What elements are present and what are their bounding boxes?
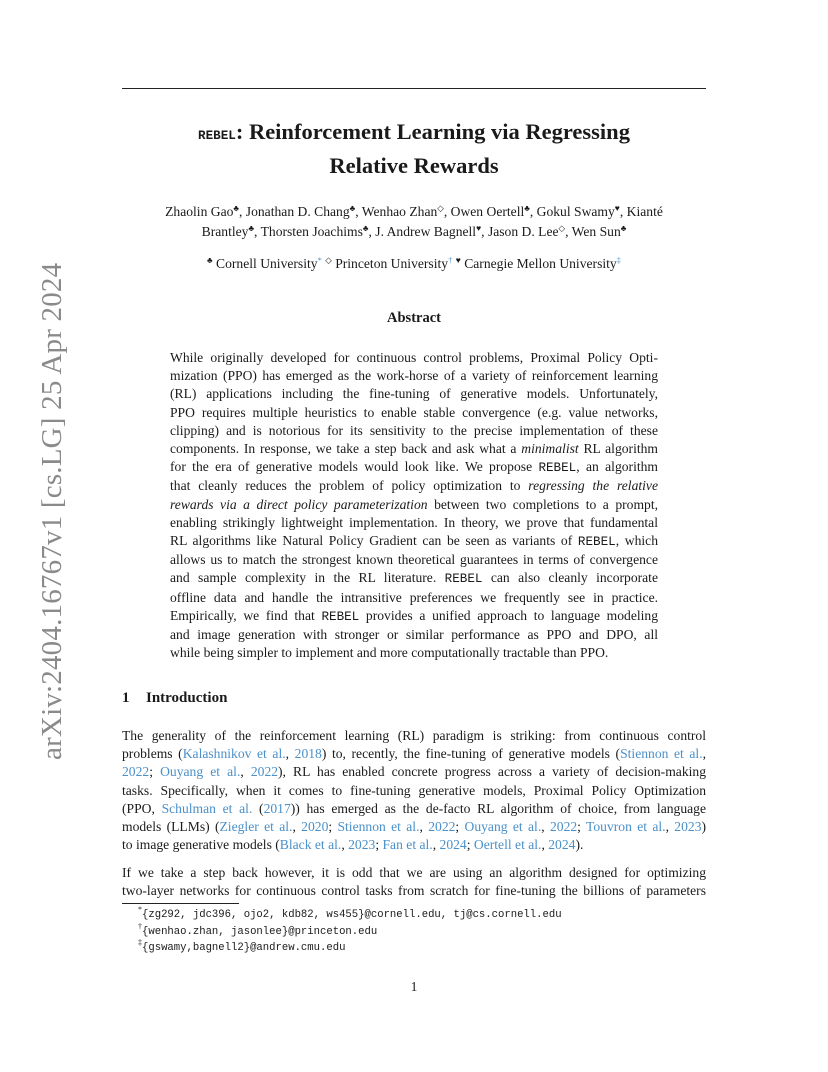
emphasis-text: rewards via a direct policy parameterization	[170, 496, 428, 512]
author-name: Owen Oertell	[450, 204, 525, 219]
author-name: Gokul Swamy	[536, 204, 615, 219]
emphasis-text: minimalist	[521, 441, 579, 457]
title-method-name: REBEL	[198, 129, 236, 143]
abstract-heading: Abstract	[387, 310, 441, 326]
footnote-mark: †	[138, 921, 142, 931]
text-line: 2022; Ouyang et al., 2022), RL has enabled concrete progress across a variety of decision-making	[122, 764, 706, 780]
author-name: Jason D. Lee	[487, 224, 559, 239]
citation-link[interactable]: Ouyang et al.	[464, 819, 542, 835]
citation-link[interactable]: 2018	[294, 746, 322, 762]
footnote-text: {wenhao.zhan, jasonlee}@princeton.edu	[142, 925, 378, 938]
text-line: (PPO, Schulman et al. (2017)) has emerged as the de-facto RL algorithm of choice, from language	[122, 800, 706, 816]
footnote-mark: ‡	[138, 938, 142, 947]
citation-link[interactable]: 2022	[549, 819, 578, 835]
intro-paragraph-1	[122, 727, 706, 854]
text-line: (RL) applications including the fine-tuning of generative models. Unfortunately,	[170, 386, 658, 402]
text-line: Empirically, we find that REBEL provides a unified approach to language modeling	[170, 607, 658, 624]
author-name: Kianté	[626, 204, 663, 219]
text-line: for the era of generative models would look like. We propose REBEL, an algorithm	[170, 459, 658, 476]
header-rule	[122, 88, 706, 89]
citation-link[interactable]: 2022	[122, 764, 150, 780]
affiliation-name: Carnegie Mellon University	[464, 256, 617, 271]
text-line: to image generative models (Black et al., 2023; Fan et al., 2024; Oertell et al., 2024).	[122, 837, 584, 853]
citation-link[interactable]: Stiennon et al.	[337, 819, 420, 835]
affiliation-mark: ◇	[325, 255, 332, 265]
footnote-ref[interactable]: ‡	[616, 255, 621, 265]
abstract-text	[170, 349, 658, 662]
section-number: 1	[122, 690, 130, 706]
footnote	[138, 940, 562, 957]
author-name: Brantley	[201, 224, 249, 239]
footnotes	[138, 907, 562, 957]
citation-link[interactable]: 2024	[439, 837, 467, 853]
author-affiliation-mark: ♣	[349, 203, 356, 213]
citation-link[interactable]: Stiennon et al.	[620, 746, 703, 762]
title-line2-text: Relative Rewards	[329, 153, 499, 178]
intro-paragraph-2	[122, 864, 706, 900]
author-list	[122, 202, 706, 242]
text-line: tasks. Specifically, when it comes to fine-tuning generative models, Proximal Policy Optimization	[122, 782, 706, 798]
text-line: mization (PPO) has emerged as the work-horse of a variety of reinforcement learning	[170, 368, 658, 384]
author-affiliation-mark: ♣	[233, 203, 239, 213]
text-line: models (LLMs) (Ziegler et al., 2020; Stiennon et al., 2022; Ouyang et al., 2022; Touvron et al., 2023)	[122, 819, 707, 835]
arxiv-identifier-stamp: arXiv:2404.16767v1 [cs.LG] 25 Apr 2024	[36, 262, 68, 760]
author-affiliation-mark: ♥	[476, 223, 482, 233]
author-affiliation-mark: ♥	[614, 203, 620, 213]
citation-link[interactable]: Ziegler et al.	[219, 819, 293, 835]
citation-link[interactable]: Kalashnikov et al.	[182, 746, 286, 762]
text-line: If we take a step back however, it is odd that we are using an algorithm designed for optimizing	[122, 865, 706, 880]
text-line: allows us to match the strongest known theoretical guarantees in terms of convergence	[170, 552, 658, 568]
author-name: Zhaolin Gao	[165, 204, 234, 219]
author-affiliation-mark: ◇	[558, 223, 566, 233]
affiliation-mark: ♥	[455, 255, 461, 265]
text-line: and image generation with stronger or similar performance as PPO and DPO, all	[170, 627, 658, 643]
author-name: Jonathan D. Chang	[245, 204, 350, 219]
text-line: offline data and handle the intransitive preferences we frequently see in practice.	[170, 589, 658, 605]
text-line: two-layer networks for continuous control tasks from scratch for fine-tuning the billions of parameters	[122, 883, 706, 899]
citation-link[interactable]: Black et al.	[279, 837, 342, 853]
citation-link[interactable]: 2023	[348, 837, 376, 853]
citation-link[interactable]: 2020	[301, 819, 329, 835]
author-name: J. Andrew Bagnell	[375, 224, 477, 239]
section-title: Introduction	[146, 690, 228, 706]
footnote-ref[interactable]: *	[317, 255, 322, 265]
page-number: 1	[410, 979, 418, 994]
citation-link[interactable]: 2017	[263, 800, 291, 816]
method-name: REBEL	[577, 535, 616, 550]
author-affiliation-mark: ♣	[248, 223, 255, 233]
author-affiliation-mark: ♣	[524, 203, 530, 213]
citation-link[interactable]: Fan et al.	[382, 837, 433, 853]
affiliation-name: Cornell University	[216, 256, 318, 271]
footnote-text: {gswamy,bagnell2}@andrew.cmu.edu	[142, 942, 346, 954]
citation-link[interactable]: 2022	[250, 764, 279, 780]
footnote-mark: *	[138, 905, 142, 914]
citation-link[interactable]: Ouyang et al.	[160, 764, 241, 780]
author-line-1: Zhaolin Gao♣, Jonathan D. Chang♣, Wenhao Zhan◇, Owen Oertell♣, Gokul Swamy♥, Kianté	[165, 203, 663, 219]
text-line: and sample complexity in the RL literature. REBEL can also cleanly incorporate	[170, 570, 658, 587]
text-line: rewards via a direct policy parameterization between two completions to a prompt,	[170, 496, 659, 512]
text-line: clipping) and is notorious for its sensitivity to the precise implementation of these	[170, 422, 658, 438]
footnote-text: {zg292, jdc396, ojo2, kdb82, ws455}@cornell.edu, tj@cs.cornell.edu	[142, 909, 562, 921]
footnote	[138, 907, 562, 924]
citation-link[interactable]: Touvron et al.	[586, 819, 666, 835]
text-line: PPO requires multiple heuristics to enable stable convergence (e.g. value networks,	[170, 404, 658, 420]
title-line1-text: : Reinforcement Learning via Regressing	[235, 119, 630, 144]
affiliation-mark: ♣	[207, 255, 213, 265]
text-line: RL algorithms like Natural Policy Gradient can be seen as variants of REBEL, which	[170, 533, 658, 550]
paper-title	[122, 117, 706, 181]
author-name: Wenhao Zhan	[361, 204, 438, 219]
author-affiliation-mark: ◇	[437, 203, 444, 213]
footnote	[138, 921, 562, 941]
footnote-rule	[122, 903, 239, 904]
section-heading	[122, 690, 227, 707]
author-line-2: Brantley♣, Thorsten Joachims♣, J. Andrew Bagnell♥, Jason D. Lee◇, Wen Sun♣	[201, 223, 627, 239]
citation-link[interactable]: 2024	[548, 837, 576, 853]
author-affiliation-mark: ♣	[620, 223, 627, 233]
emphasis-text: regressing the relative	[528, 478, 658, 494]
text-line: while being simpler to implement and more computationally tractable than PPO.	[170, 645, 609, 661]
method-name: REBEL	[321, 609, 360, 624]
text-line: problems (Kalashnikov et al., 2018) to, recently, the fine-tuning of generative models (Stiennon et al.,	[122, 746, 707, 762]
method-name: REBEL	[538, 461, 577, 476]
author-affiliation-mark: ♣	[362, 223, 369, 233]
author-name: Thorsten Joachims	[260, 224, 363, 239]
citation-link[interactable]: Schulman et al.	[161, 800, 253, 816]
text-line: enabling strikingly lightweight implementation. In theory, we prove that fundamental	[170, 514, 658, 530]
affiliations	[122, 254, 706, 274]
citation-link[interactable]: 2023	[674, 819, 702, 835]
affiliation-name: Princeton University	[335, 256, 449, 271]
footnote-ref[interactable]: †	[448, 255, 453, 265]
text-line: The generality of the reinforcement learning (RL) paradigm is striking: from continuous control	[122, 728, 706, 743]
author-name: Wen Sun	[571, 224, 621, 239]
text-line: While originally developed for continuous control problems, Proximal Policy Opti-	[170, 350, 658, 365]
citation-link[interactable]: 2022	[428, 819, 456, 835]
text-line: that cleanly reduces the problem of policy optimization to regressing the relative	[170, 478, 658, 494]
text-line: components. In response, we take a step back and ask what a minimalist RL algorithm	[170, 441, 658, 457]
method-name: REBEL	[444, 572, 483, 587]
citation-link[interactable]: Oertell et al.	[473, 837, 542, 853]
